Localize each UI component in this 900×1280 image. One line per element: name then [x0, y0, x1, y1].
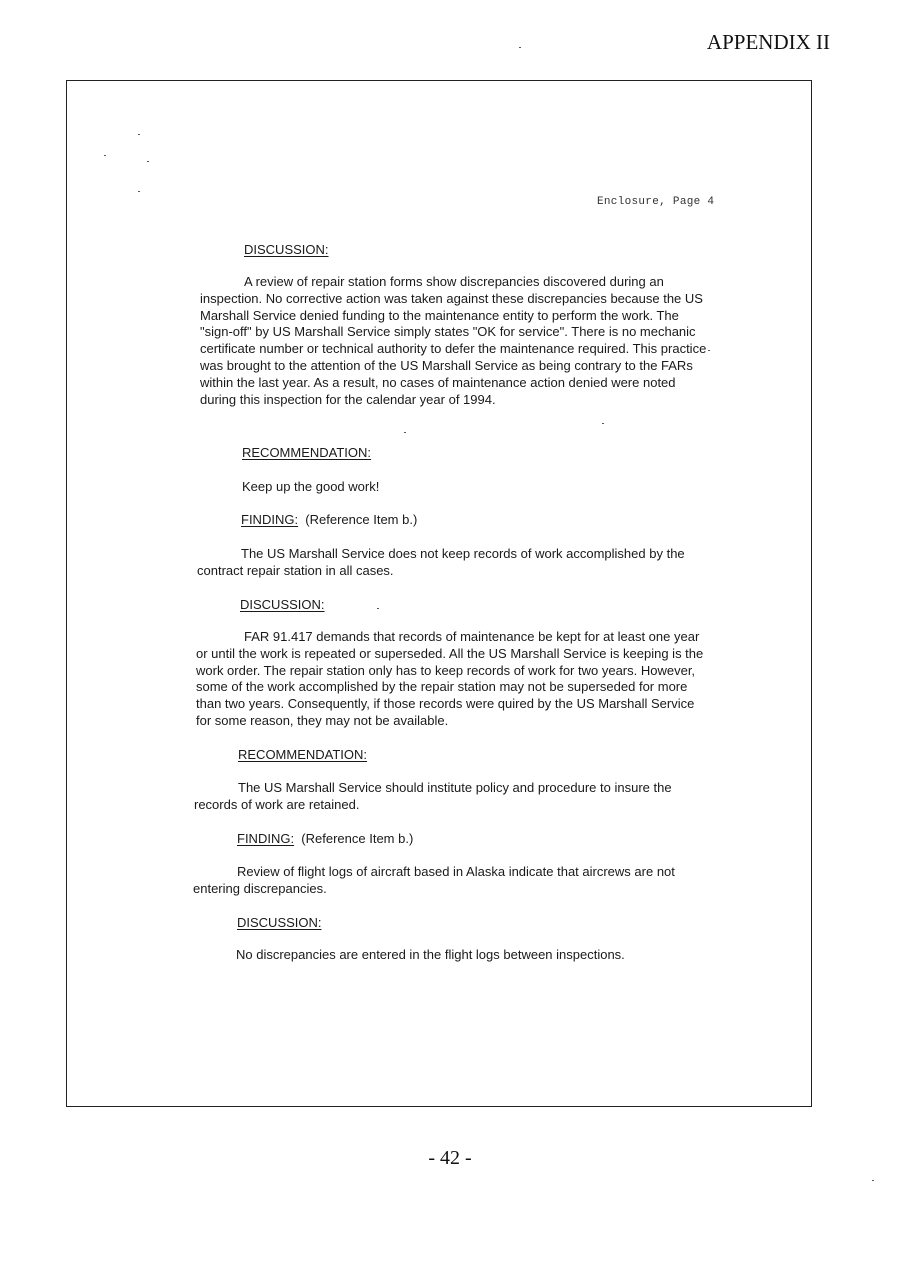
discussion-text-2: FAR 91.417 demands that records of maintenance be kept for at least one year or until the work is repeated or superseded. All the US Marshall Service is keeping is the work order. The repair station only has to keep records of work for two years. However, some of the work accomplished by the repair station may not be superseded for more than two years. Consequently, if those records were quired by the US Marshall Service for some reason, they may not be available.: [196, 629, 704, 728]
discussion-text-1: A review of repair station forms show discrepancies discovered during an inspection. No corrective action was taken against these discrepancies because the US Marshall Service denied funding to the maintenance entity to perform the work. The "sign-off" by US Marshall Service simply states "OK for service". There is no mechanic certificate number or technical authority to defer the maintenance required. This practice was brought to the attention of the US Marshall Service as being contrary to the FARs within the last year. As a result, no cases of maintenance action denied were noted during this inspection for the calendar year of 1994.: [200, 274, 707, 407]
finding-reference-3: (Reference Item b.): [301, 831, 414, 846]
scan-speck: [104, 155, 106, 156]
discussion-text-3: No discrepancies are entered in the flight logs between inspections.: [236, 947, 625, 962]
scan-speck: [138, 134, 140, 135]
discussion-heading-1: DISCUSSION:: [244, 242, 329, 257]
recommendation-text-1: Keep up the good work!: [242, 479, 380, 494]
scan-speck: [602, 423, 604, 424]
recommendation-text-2: The US Marshall Service should institute policy and procedure to insure the records of work are retained.: [194, 780, 672, 812]
scan-speck: [404, 432, 406, 433]
discussion-heading-3: DISCUSSION:: [237, 915, 322, 930]
recommendation-heading-1: RECOMMENDATION:: [242, 445, 372, 460]
discussion-heading-2: DISCUSSION:: [240, 597, 325, 612]
finding-line-2: [241, 512, 417, 529]
scan-speck: [147, 161, 149, 162]
scan-speck: [708, 350, 710, 351]
finding-heading-3: FINDING:: [237, 831, 295, 846]
finding-text-3: Review of flight logs of aircraft based in Alaska indicate that aircrews are not entering discrepancies.: [193, 864, 675, 896]
appendix-label: APPENDIX II: [706, 30, 830, 54]
enclosure-page-label: Enclosure, Page 4: [597, 196, 715, 208]
scan-speck: [377, 608, 379, 609]
page-number: - 42 -: [428, 1147, 472, 1169]
finding-reference-2: (Reference Item b.): [305, 512, 418, 527]
finding-text-2: The US Marshall Service does not keep records of work accomplished by the contract repair station in all cases.: [197, 546, 685, 578]
recommendation-heading-2: RECOMMENDATION:: [238, 747, 368, 762]
scan-speck: [138, 191, 140, 192]
scan-speck: [519, 47, 521, 48]
finding-line-3: [237, 831, 413, 848]
scan-speck: [872, 1180, 874, 1181]
finding-heading-2: FINDING:: [241, 512, 299, 527]
